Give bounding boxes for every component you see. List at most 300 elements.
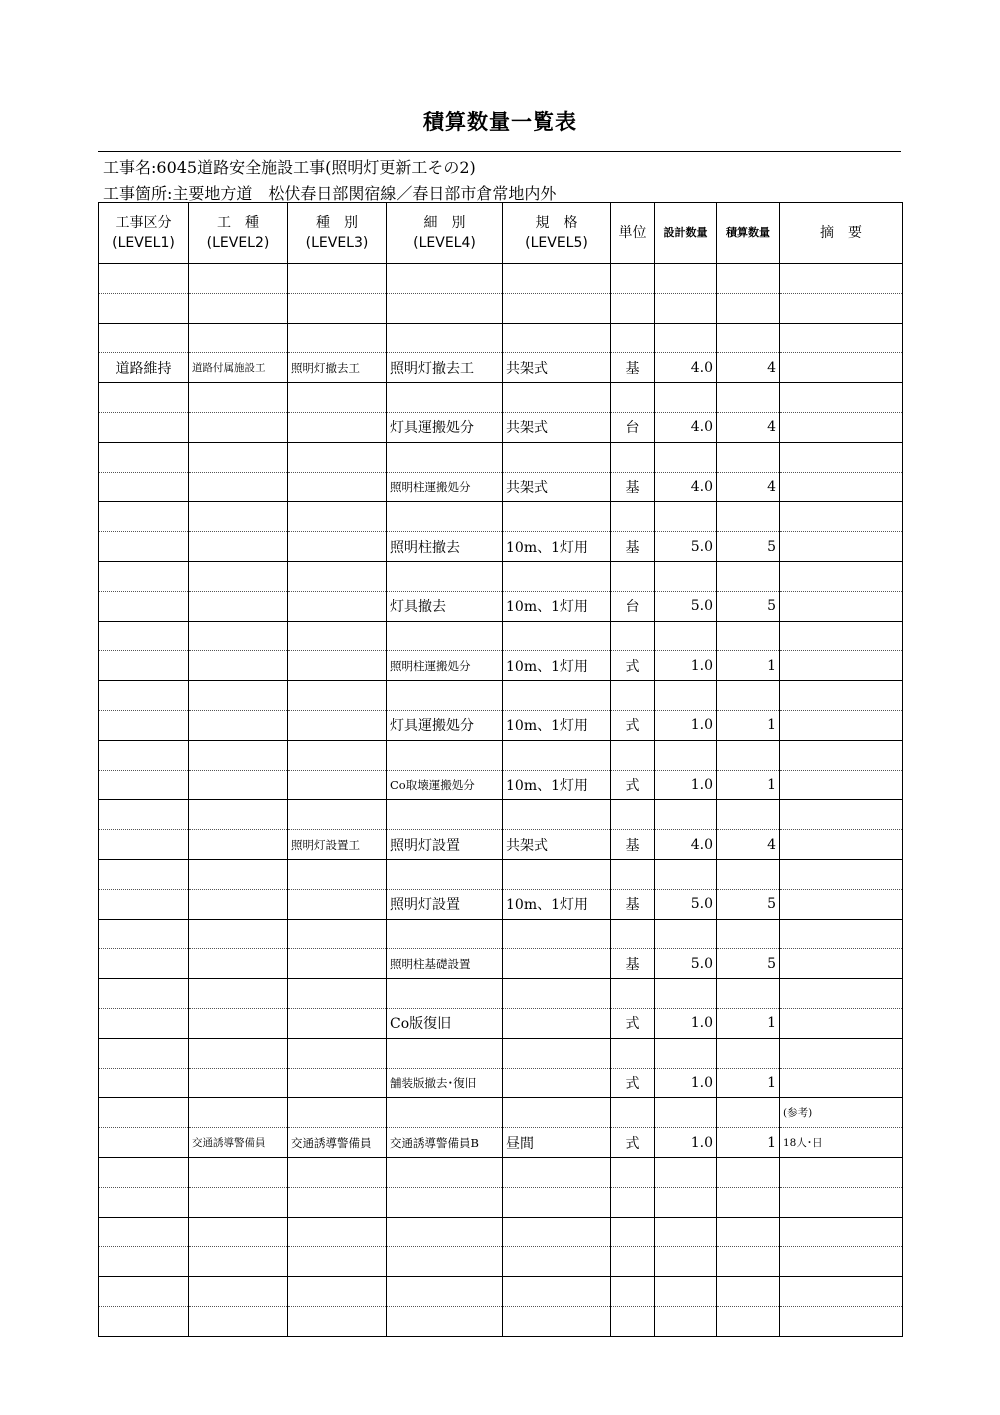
cell-calc-qty xyxy=(717,1217,780,1247)
cell-level2 xyxy=(189,651,288,681)
cell-calc-qty xyxy=(717,1306,780,1336)
cell-calc-qty: 4 xyxy=(717,830,780,860)
cell-level4 xyxy=(387,859,503,889)
cell-unit: 台 xyxy=(611,591,655,621)
cell-calc-qty xyxy=(717,383,780,413)
cell-level1 xyxy=(99,264,189,294)
cell-level3 xyxy=(288,1157,387,1187)
cell-level1 xyxy=(99,442,189,472)
table-row-upper xyxy=(99,621,903,651)
cell-level4: 灯具撤去 xyxy=(387,591,503,621)
cell-calc-qty: 5 xyxy=(717,532,780,562)
cell-level2 xyxy=(189,1068,288,1098)
cell-level5 xyxy=(503,1038,611,1068)
cell-remarks xyxy=(780,1038,903,1068)
cell-design-qty xyxy=(655,1277,717,1307)
cell-level5 xyxy=(503,859,611,889)
cell-unit xyxy=(611,1217,655,1247)
cell-calc-qty: 1 xyxy=(717,1008,780,1038)
table-row xyxy=(99,949,903,979)
cell-level1: 道路維持 xyxy=(99,353,189,383)
cell-level3 xyxy=(288,1277,387,1307)
cell-level4 xyxy=(387,800,503,830)
cell-calc-qty xyxy=(717,740,780,770)
cell-level5 xyxy=(503,264,611,294)
cell-unit: 基 xyxy=(611,353,655,383)
cell-level4: 舗装版撤去･復旧 xyxy=(387,1068,503,1098)
cell-level1 xyxy=(99,532,189,562)
cell-remarks xyxy=(780,1247,903,1277)
cell-calc-qty: 5 xyxy=(717,949,780,979)
cell-level4 xyxy=(387,1306,503,1336)
cell-calc-qty xyxy=(717,859,780,889)
cell-level1 xyxy=(99,859,189,889)
cell-level4 xyxy=(387,681,503,711)
cell-unit xyxy=(611,323,655,353)
cell-design-qty: 1.0 xyxy=(655,770,717,800)
cell-level2 xyxy=(189,1247,288,1277)
cell-level3 xyxy=(288,442,387,472)
table-row xyxy=(99,889,903,919)
cell-level2 xyxy=(189,770,288,800)
cell-unit xyxy=(611,681,655,711)
cell-unit xyxy=(611,442,655,472)
table-row-upper xyxy=(99,681,903,711)
cell-level4 xyxy=(387,1157,503,1187)
table-row-upper xyxy=(99,1038,903,1068)
table-row-upper xyxy=(99,561,903,591)
cell-level3: 照明灯撤去工 xyxy=(288,353,387,383)
cell-level3 xyxy=(288,651,387,681)
cell-level3 xyxy=(288,323,387,353)
cell-level3 xyxy=(288,621,387,651)
cell-remarks xyxy=(780,710,903,740)
cell-level2 xyxy=(189,561,288,591)
cell-unit xyxy=(611,293,655,323)
cell-level1 xyxy=(99,651,189,681)
table-row xyxy=(99,651,903,681)
table-row-upper xyxy=(99,1217,903,1247)
cell-unit xyxy=(611,264,655,294)
cell-remarks xyxy=(780,1187,903,1217)
cell-design-qty: 1.0 xyxy=(655,1128,717,1158)
cell-design-qty xyxy=(655,1098,717,1128)
cell-level1 xyxy=(99,1008,189,1038)
cell-calc-qty xyxy=(717,681,780,711)
cell-level2 xyxy=(189,681,288,711)
cell-level4: 照明柱運搬処分 xyxy=(387,472,503,502)
table-row xyxy=(99,412,903,442)
cell-level1 xyxy=(99,502,189,532)
cell-level1 xyxy=(99,323,189,353)
cell-level2 xyxy=(189,383,288,413)
cell-remarks xyxy=(780,1157,903,1187)
cell-level1 xyxy=(99,830,189,860)
cell-level5 xyxy=(503,383,611,413)
cell-level2 xyxy=(189,532,288,562)
cell-unit xyxy=(611,561,655,591)
cell-level5 xyxy=(503,621,611,651)
cell-level4: 灯具運搬処分 xyxy=(387,710,503,740)
cell-remarks xyxy=(780,323,903,353)
cell-design-qty xyxy=(655,979,717,1009)
cell-level1 xyxy=(99,1217,189,1247)
cell-level1 xyxy=(99,979,189,1009)
header-level5-label: 規 格 xyxy=(535,215,578,231)
cell-level3 xyxy=(288,859,387,889)
cell-remarks xyxy=(780,1277,903,1307)
cell-level1 xyxy=(99,1128,189,1158)
cell-design-qty xyxy=(655,919,717,949)
title-divider xyxy=(98,151,901,152)
cell-unit: 基 xyxy=(611,889,655,919)
cell-level2 xyxy=(189,621,288,651)
cell-unit xyxy=(611,502,655,532)
table-row xyxy=(99,353,903,383)
cell-design-qty: 1.0 xyxy=(655,710,717,740)
header-unit: 単位 xyxy=(611,203,655,264)
cell-remarks xyxy=(780,1217,903,1247)
cell-level3 xyxy=(288,1187,387,1217)
cell-level3 xyxy=(288,710,387,740)
cell-design-qty xyxy=(655,621,717,651)
cell-level2 xyxy=(189,830,288,860)
table-row xyxy=(99,1008,903,1038)
cell-unit xyxy=(611,919,655,949)
cell-design-qty xyxy=(655,561,717,591)
header-level4-label: 細 別 xyxy=(423,215,466,231)
cell-unit: 式 xyxy=(611,651,655,681)
table-row xyxy=(99,1247,903,1277)
cell-level5: 昼間 xyxy=(503,1128,611,1158)
cell-remarks xyxy=(780,889,903,919)
cell-remarks: (参考) xyxy=(780,1098,903,1128)
cell-level2 xyxy=(189,323,288,353)
cell-level3 xyxy=(288,502,387,532)
table-row-upper xyxy=(99,442,903,472)
cell-design-qty xyxy=(655,859,717,889)
cell-unit xyxy=(611,1306,655,1336)
cell-design-qty xyxy=(655,502,717,532)
header-level4 xyxy=(387,203,503,264)
cell-design-qty: 4.0 xyxy=(655,412,717,442)
cell-level2 xyxy=(189,264,288,294)
cell-level4 xyxy=(387,621,503,651)
cell-design-qty: 1.0 xyxy=(655,651,717,681)
cell-unit xyxy=(611,859,655,889)
cell-level1 xyxy=(99,770,189,800)
cell-remarks xyxy=(780,591,903,621)
cell-calc-qty: 1 xyxy=(717,1128,780,1158)
header-level1-label: 工事区分 xyxy=(115,215,172,231)
table-row-upper xyxy=(99,859,903,889)
cell-calc-qty xyxy=(717,442,780,472)
cell-design-qty xyxy=(655,293,717,323)
cell-unit: 基 xyxy=(611,949,655,979)
cell-remarks xyxy=(780,651,903,681)
table-header-row xyxy=(99,203,903,264)
cell-unit: 基 xyxy=(611,830,655,860)
cell-level4 xyxy=(387,740,503,770)
cell-level4 xyxy=(387,561,503,591)
cell-remarks xyxy=(780,740,903,770)
cell-design-qty: 1.0 xyxy=(655,1068,717,1098)
cell-calc-qty: 1 xyxy=(717,1068,780,1098)
cell-level1 xyxy=(99,740,189,770)
cell-level4: 照明柱基礎設置 xyxy=(387,949,503,979)
cell-calc-qty xyxy=(717,323,780,353)
cell-level5 xyxy=(503,740,611,770)
cell-level1 xyxy=(99,681,189,711)
cell-design-qty: 5.0 xyxy=(655,889,717,919)
cell-unit xyxy=(611,621,655,651)
cell-level2 xyxy=(189,859,288,889)
cell-remarks xyxy=(780,800,903,830)
cell-level4 xyxy=(387,1038,503,1068)
cell-level4: 照明柱運搬処分 xyxy=(387,651,503,681)
table-row xyxy=(99,532,903,562)
project-location: 工事箇所:主要地方道 松伏春日部関宿線／春日部市倉常地内外 xyxy=(103,184,557,203)
cell-level2 xyxy=(189,1038,288,1068)
cell-level5 xyxy=(503,442,611,472)
cell-level2 xyxy=(189,1306,288,1336)
cell-remarks xyxy=(780,1008,903,1038)
cell-design-qty xyxy=(655,1217,717,1247)
table-row-upper xyxy=(99,740,903,770)
cell-calc-qty xyxy=(717,1098,780,1128)
cell-level5 xyxy=(503,949,611,979)
cell-level4: 照明灯撤去工 xyxy=(387,353,503,383)
cell-level1 xyxy=(99,1187,189,1217)
cell-level1 xyxy=(99,293,189,323)
cell-remarks xyxy=(780,383,903,413)
table-row-upper xyxy=(99,919,903,949)
cell-level5: 10m、1灯用 xyxy=(503,710,611,740)
cell-calc-qty xyxy=(717,1277,780,1307)
header-level5-sub: (LEVEL5) xyxy=(525,235,588,251)
cell-design-qty: 5.0 xyxy=(655,949,717,979)
cell-calc-qty: 4 xyxy=(717,412,780,442)
cell-level3 xyxy=(288,412,387,442)
cell-remarks xyxy=(780,919,903,949)
cell-level5 xyxy=(503,1187,611,1217)
cell-unit xyxy=(611,1247,655,1277)
cell-design-qty xyxy=(655,800,717,830)
cell-remarks xyxy=(780,264,903,294)
cell-level3 xyxy=(288,949,387,979)
cell-level3 xyxy=(288,293,387,323)
cell-level2 xyxy=(189,710,288,740)
cell-unit: 式 xyxy=(611,1128,655,1158)
cell-remarks: 18人･日 xyxy=(780,1128,903,1158)
cell-remarks xyxy=(780,830,903,860)
cell-level4: 照明灯設置 xyxy=(387,830,503,860)
cell-unit xyxy=(611,800,655,830)
cell-level5 xyxy=(503,1277,611,1307)
cell-level4 xyxy=(387,442,503,472)
cell-level3: 交通誘導警備員 xyxy=(288,1128,387,1158)
cell-design-qty: 4.0 xyxy=(655,472,717,502)
cell-level5: 共架式 xyxy=(503,472,611,502)
header-level1-sub: (LEVEL1) xyxy=(112,235,175,251)
cell-remarks xyxy=(780,561,903,591)
table-row xyxy=(99,591,903,621)
header-remarks: 摘 要 xyxy=(780,203,903,264)
cell-remarks xyxy=(780,681,903,711)
cell-level4 xyxy=(387,1277,503,1307)
header-level1 xyxy=(99,203,189,264)
cell-level1 xyxy=(99,949,189,979)
cell-calc-qty xyxy=(717,502,780,532)
cell-design-qty xyxy=(655,1247,717,1277)
cell-design-qty: 5.0 xyxy=(655,591,717,621)
cell-level2: 道路付属施設工 xyxy=(189,353,288,383)
cell-unit: 式 xyxy=(611,710,655,740)
cell-level2 xyxy=(189,949,288,979)
cell-design-qty xyxy=(655,740,717,770)
header-level2-sub: (LEVEL2) xyxy=(206,235,270,251)
cell-remarks xyxy=(780,442,903,472)
cell-level4 xyxy=(387,979,503,1009)
cell-level2 xyxy=(189,800,288,830)
cell-level5 xyxy=(503,323,611,353)
cell-level3 xyxy=(288,979,387,1009)
cell-level3 xyxy=(288,1038,387,1068)
cell-level1 xyxy=(99,1277,189,1307)
cell-unit: 基 xyxy=(611,472,655,502)
cell-level3 xyxy=(288,1068,387,1098)
cell-level1 xyxy=(99,1098,189,1128)
cell-unit: 式 xyxy=(611,770,655,800)
cell-level4: Co版復旧 xyxy=(387,1008,503,1038)
cell-level3 xyxy=(288,1306,387,1336)
cell-level4 xyxy=(387,1187,503,1217)
cell-level3 xyxy=(288,561,387,591)
cell-calc-qty xyxy=(717,800,780,830)
table-body xyxy=(99,264,903,1337)
cell-level4: 交通誘導警備員B xyxy=(387,1128,503,1158)
cell-level2 xyxy=(189,591,288,621)
table-row-upper xyxy=(99,323,903,353)
cell-level4 xyxy=(387,1217,503,1247)
cell-level3 xyxy=(288,532,387,562)
cell-level5: 10m、1灯用 xyxy=(503,651,611,681)
cell-remarks xyxy=(780,502,903,532)
cell-level1 xyxy=(99,412,189,442)
cell-level1 xyxy=(99,1157,189,1187)
cell-unit xyxy=(611,1157,655,1187)
cell-level1 xyxy=(99,1306,189,1336)
cell-remarks xyxy=(780,979,903,1009)
cell-level2 xyxy=(189,412,288,442)
header-level3-sub: (LEVEL3) xyxy=(305,235,369,251)
cell-design-qty xyxy=(655,1306,717,1336)
cell-level2 xyxy=(189,442,288,472)
cell-unit: 基 xyxy=(611,532,655,562)
cell-level1 xyxy=(99,1068,189,1098)
header-level2 xyxy=(189,203,288,264)
cell-level5: 10m、1灯用 xyxy=(503,532,611,562)
table-row xyxy=(99,1068,903,1098)
cell-level3 xyxy=(288,919,387,949)
cell-level5: 10m、1灯用 xyxy=(503,889,611,919)
cell-level2: 交通誘導警備員 xyxy=(189,1128,288,1158)
cell-design-qty xyxy=(655,681,717,711)
cell-calc-qty xyxy=(717,293,780,323)
cell-design-qty xyxy=(655,442,717,472)
header-design-qty: 設計数量 xyxy=(655,203,717,264)
cell-level5 xyxy=(503,1068,611,1098)
cell-level5 xyxy=(503,293,611,323)
cell-level5 xyxy=(503,561,611,591)
cell-remarks xyxy=(780,532,903,562)
cell-level2 xyxy=(189,1217,288,1247)
cell-level4: 灯具運搬処分 xyxy=(387,412,503,442)
cell-level3 xyxy=(288,1247,387,1277)
cell-calc-qty: 5 xyxy=(717,889,780,919)
cell-level2 xyxy=(189,979,288,1009)
cell-remarks xyxy=(780,1068,903,1098)
cell-level2 xyxy=(189,919,288,949)
cell-level2 xyxy=(189,1277,288,1307)
cell-level5 xyxy=(503,1008,611,1038)
cell-level3 xyxy=(288,591,387,621)
cell-design-qty xyxy=(655,264,717,294)
cell-level4 xyxy=(387,383,503,413)
header-calc-qty: 積算数量 xyxy=(717,203,780,264)
cell-level5: 10m、1灯用 xyxy=(503,770,611,800)
cell-calc-qty: 4 xyxy=(717,353,780,383)
cell-level2 xyxy=(189,889,288,919)
cell-design-qty xyxy=(655,323,717,353)
quantity-table xyxy=(98,202,903,1337)
cell-level5 xyxy=(503,800,611,830)
cell-level5 xyxy=(503,1247,611,1277)
cell-level1 xyxy=(99,1038,189,1068)
cell-calc-qty xyxy=(717,979,780,1009)
cell-level5 xyxy=(503,1157,611,1187)
cell-calc-qty: 1 xyxy=(717,770,780,800)
cell-unit xyxy=(611,1038,655,1068)
cell-level1 xyxy=(99,591,189,621)
cell-unit xyxy=(611,383,655,413)
table-row xyxy=(99,293,903,323)
cell-remarks xyxy=(780,412,903,442)
table-row xyxy=(99,1128,903,1158)
project-name: 工事名:6045道路安全施設工事(照明灯更新工その2) xyxy=(103,158,476,177)
cell-level5 xyxy=(503,979,611,1009)
cell-calc-qty: 1 xyxy=(717,710,780,740)
table-row xyxy=(99,1306,903,1336)
cell-level5 xyxy=(503,681,611,711)
cell-design-qty xyxy=(655,383,717,413)
cell-remarks xyxy=(780,770,903,800)
header-level5 xyxy=(503,203,611,264)
cell-remarks xyxy=(780,621,903,651)
cell-design-qty: 4.0 xyxy=(655,830,717,860)
cell-unit: 台 xyxy=(611,412,655,442)
cell-design-qty: 5.0 xyxy=(655,532,717,562)
cell-level2 xyxy=(189,740,288,770)
cell-calc-qty: 4 xyxy=(717,472,780,502)
table-row-upper xyxy=(99,264,903,294)
cell-level3 xyxy=(288,1217,387,1247)
header-level3-label: 種 別 xyxy=(316,215,358,231)
cell-level3 xyxy=(288,889,387,919)
cell-level1 xyxy=(99,1247,189,1277)
cell-level4 xyxy=(387,1098,503,1128)
cell-level1 xyxy=(99,561,189,591)
